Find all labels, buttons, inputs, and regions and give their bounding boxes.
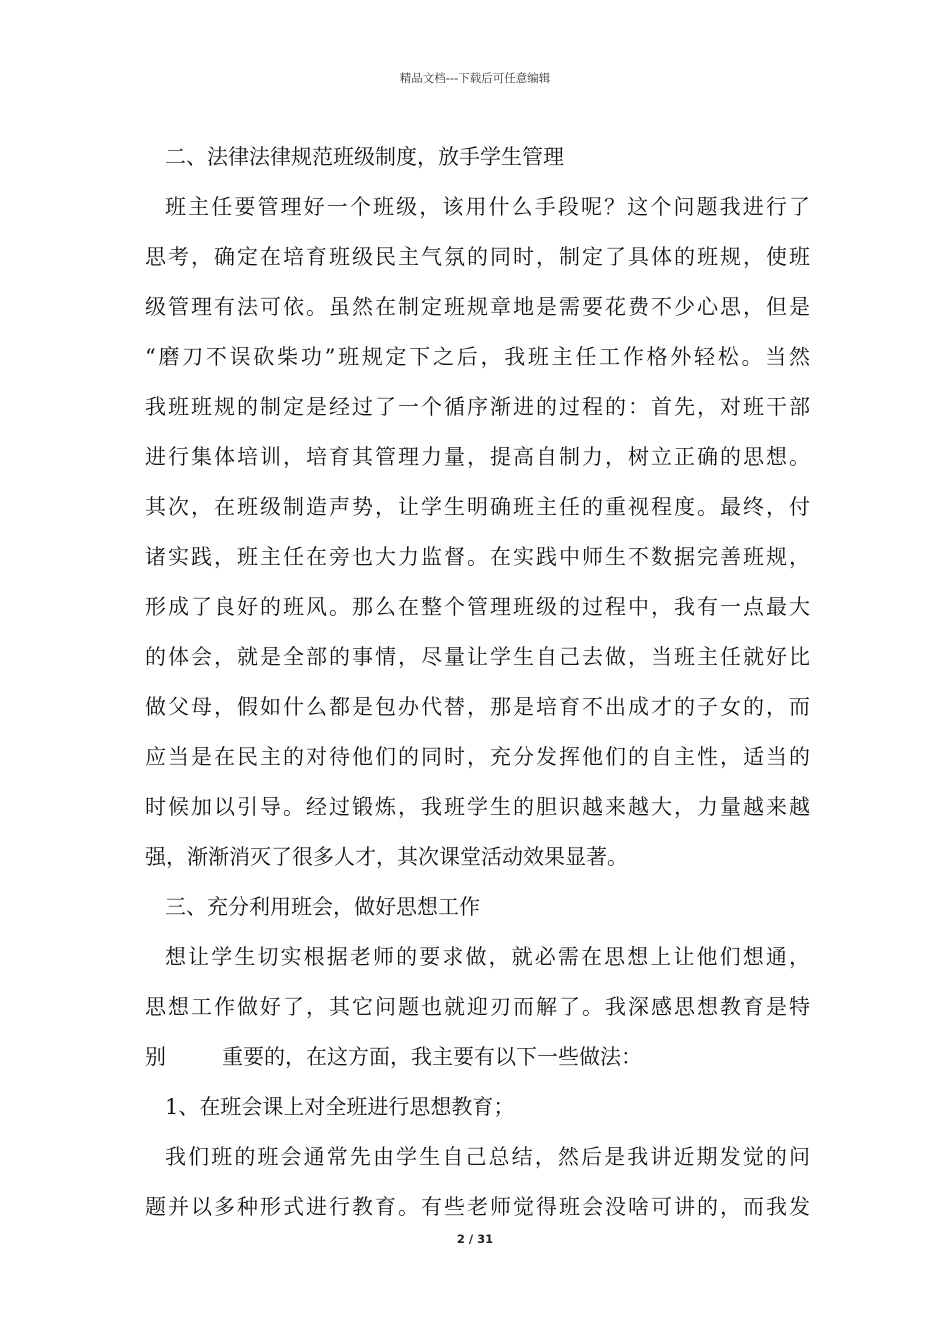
line-fragment: 别 <box>145 1045 166 1069</box>
paragraph-line: 做父母，假如什么都是包办代替，那是培育不出成才的子女的，而 <box>145 695 810 719</box>
paragraph-line: 题并以多种形式进行教育。有些老师觉得班会没啥可讲的，而我发 <box>145 1195 810 1219</box>
paragraph-line: 级管理有法可依。虽然在制定班规章地是需要花费不少心思，但是 <box>145 295 810 319</box>
paragraph-line: 思考，确定在培育班级民主气氛的同时，制定了具体的班规，使班 <box>145 245 810 269</box>
paragraph-line: 的体会，就是全部的事情，尽量让学生自己去做，当班主任就好比 <box>145 645 810 669</box>
paragraph-line: 想让学生切实根据老师的要求做，就必需在思想上让他们想通， <box>165 945 810 969</box>
paragraph-line: 班主任要管理好一个班级，该用什么手段呢？这个问题我进行了 <box>165 195 810 219</box>
page-number: 2 / 31 <box>456 1232 494 1246</box>
paragraph-line: 其次，在班级制造声势，让学生明确班主任的重视程度。最终，付 <box>145 495 810 519</box>
paragraph-line: 诸实践，班主任在旁也大力监督。在实践中师生不数据完善班规， <box>145 545 810 569</box>
paragraph-line: 进行集体培训，培育其管理力量，提高自制力，树立正确的思想。 <box>145 445 810 469</box>
document-body <box>145 132 810 1232</box>
paragraph-line: 思想工作做好了，其它问题也就迎刃而解了。我深感思想教育是特 <box>145 995 810 1019</box>
section-heading-2: 二、法律法律规范班级制度，放手学生管理 <box>165 145 564 169</box>
section-heading-3: 三、充分利用班会，做好思想工作 <box>165 895 480 919</box>
paragraph-line: 我班班规的制定是经过了一个循序渐进的过程的：首先，对班干部 <box>145 395 810 419</box>
paragraph-line <box>145 1032 810 1082</box>
paragraph-line: 形成了良好的班风。那么在整个管理班级的过程中，我有一点最大 <box>145 595 810 619</box>
paragraph-line: 应当是在民主的对待他们的同时，充分发挥他们的自主性，适当的 <box>145 745 810 769</box>
document-header: 精品文档---下载后可任意编辑 <box>399 71 551 85</box>
paragraph-line: 我们班的班会通常先由学生自己总结，然后是我讲近期发觉的问 <box>165 1145 810 1169</box>
line-fragment: 重要的，在这方面，我主要有以下一些做法： <box>222 1045 642 1069</box>
paragraph-line: “磨刀不误砍柴功”班规定下之后，我班主任工作格外轻松。当然 <box>145 345 810 369</box>
list-item-heading: 1、在班会课上对全班进行思想教育； <box>165 1095 515 1119</box>
paragraph-line: 强，渐渐消灭了很多人才，其次课堂活动效果显著。 <box>145 845 628 869</box>
paragraph-line: 时候加以引导。经过锻炼，我班学生的胆识越来越大，力量越来越 <box>145 795 810 819</box>
